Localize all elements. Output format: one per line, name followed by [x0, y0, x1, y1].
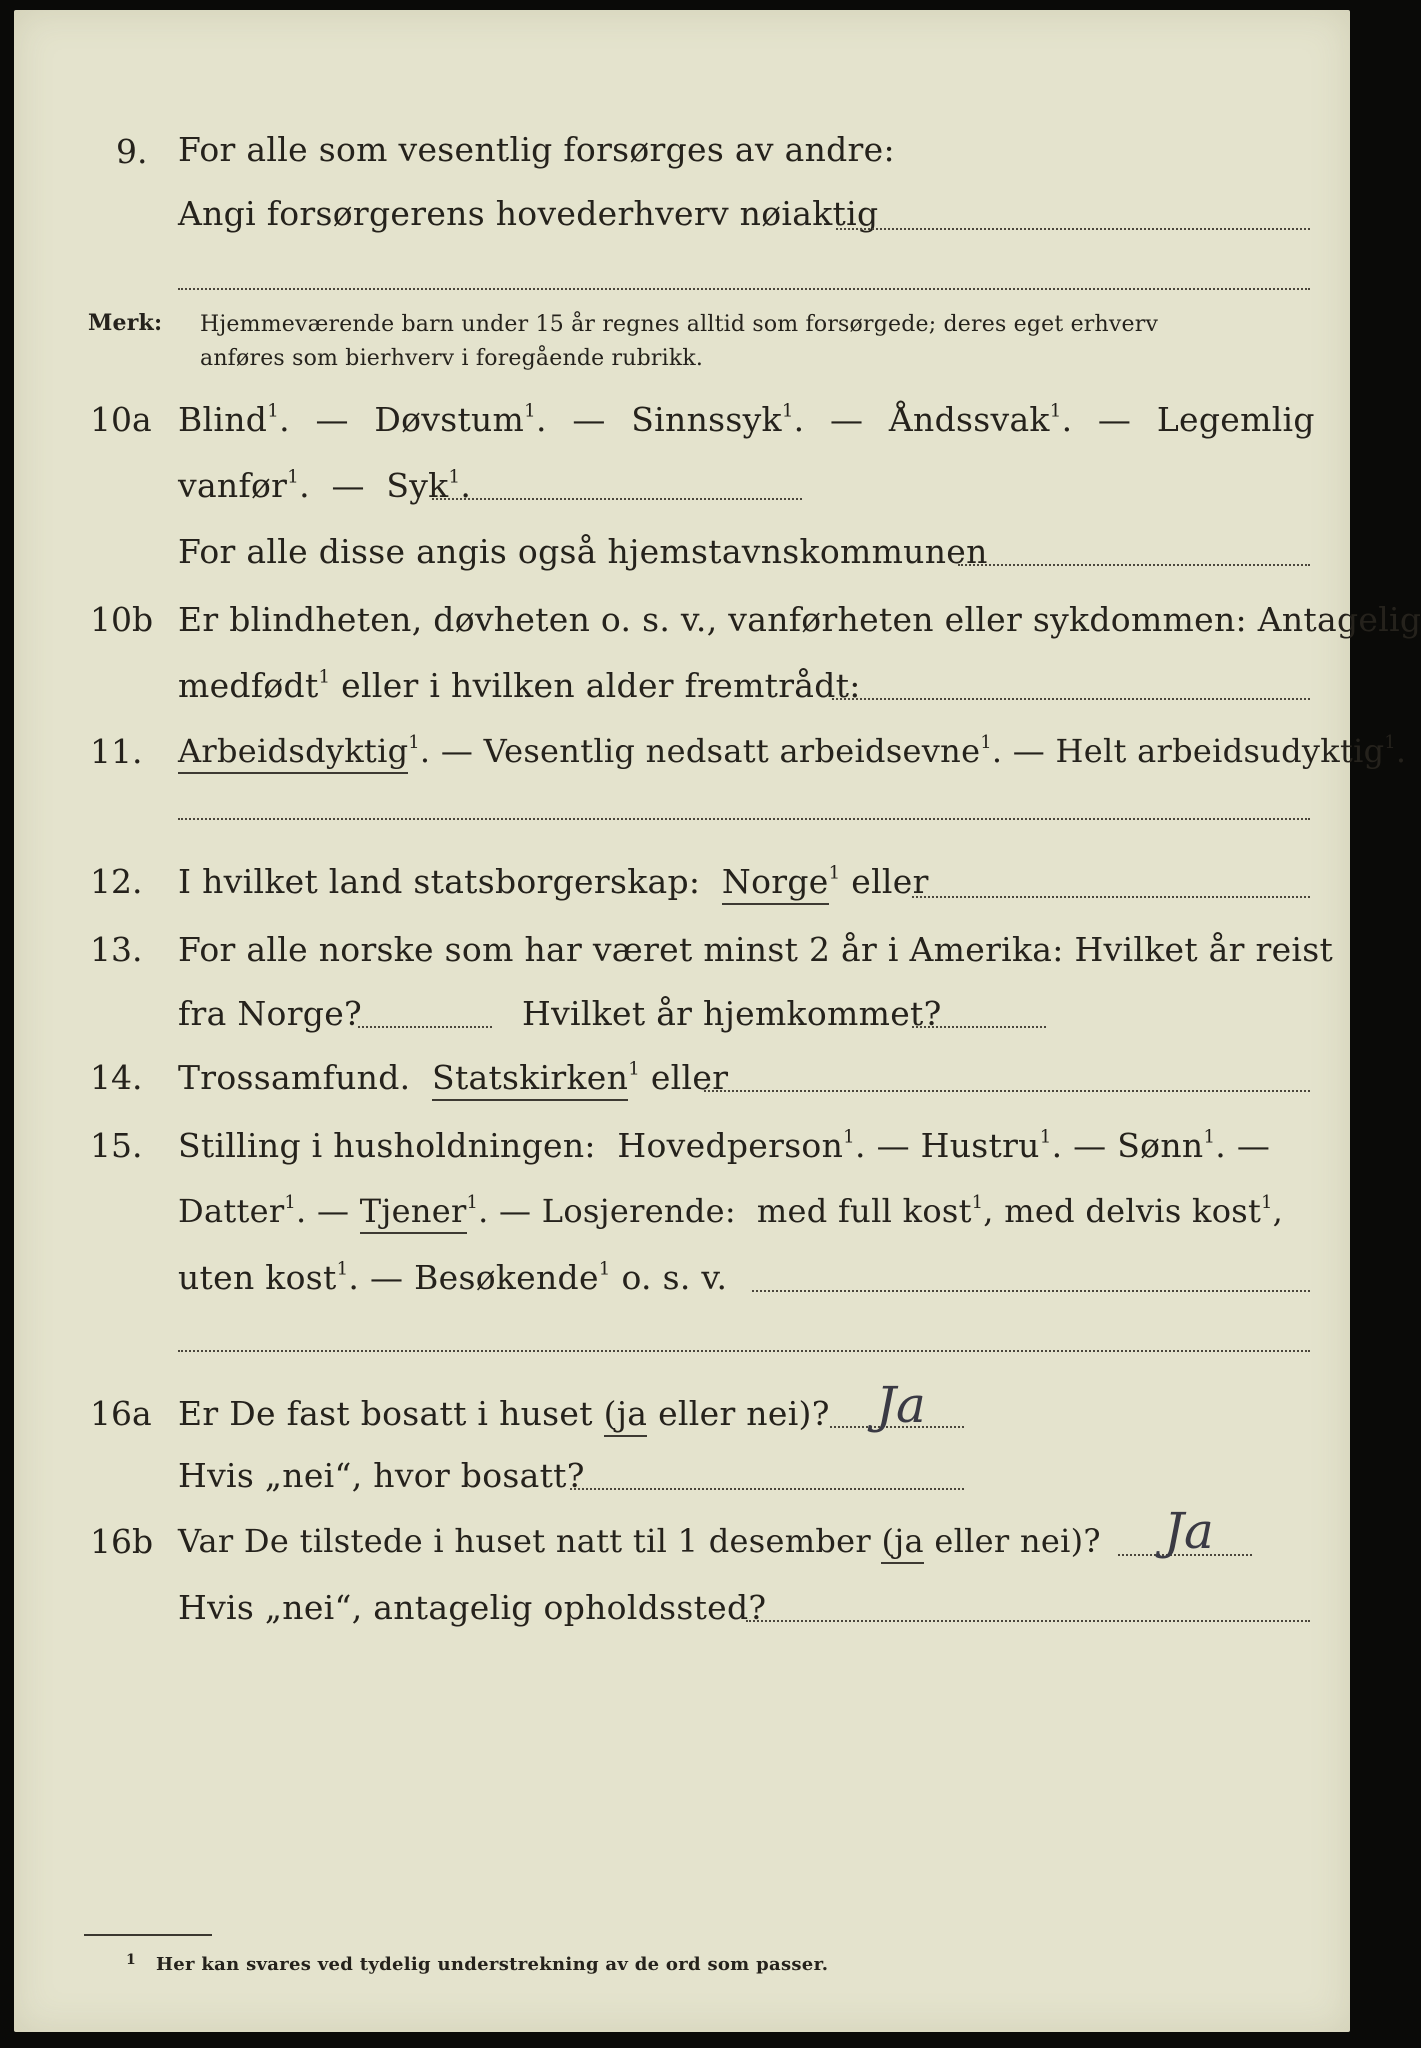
q12-number: 12. — [90, 862, 143, 901]
option-ja[interactable]: (ja — [881, 1522, 923, 1564]
q12-answer-line[interactable] — [912, 896, 1310, 898]
option-norge[interactable]: Norge — [722, 862, 829, 905]
q12-eller: eller — [851, 862, 929, 901]
merk-line2: anføres som bierhverv i foregående rubrikk. — [200, 346, 704, 371]
q13-line2a: fra Norge? — [178, 994, 363, 1033]
q15-number: 15. — [90, 1126, 143, 1165]
q9-answer-line[interactable] — [836, 228, 1310, 230]
option-statskirken[interactable]: Statskirken — [432, 1058, 628, 1101]
option-datter[interactable]: Datter — [178, 1192, 285, 1230]
option-delvis-kost[interactable]: med delvis kost — [1004, 1192, 1262, 1230]
option-legemlig[interactable]: Legemlig — [1156, 400, 1315, 439]
q16b-number: 16b — [90, 1522, 154, 1561]
q15-line3: uten kost$^1$. — Besøkende$^1$ o. s. v. — [178, 1258, 728, 1297]
option-medfodt[interactable]: medfødt — [178, 666, 319, 705]
q16b-opholdssted-line[interactable] — [746, 1620, 1310, 1622]
sup-marker: 1 — [1203, 1126, 1216, 1148]
option-blind[interactable]: Blind — [178, 400, 268, 439]
q15-osv: o. s. v. — [621, 1258, 728, 1297]
q12-text: I hvilket land statsborgerskap: — [178, 862, 701, 901]
q13-number: 13. — [90, 930, 143, 969]
option-nedsatt[interactable]: Vesentlig nedsatt arbeidsevne — [483, 732, 981, 770]
q10a-number: 10a — [90, 400, 152, 439]
q14-line — [178, 1058, 728, 1097]
q15-losjerende: Losjerende: — [541, 1192, 736, 1230]
q16b-line1 — [178, 1522, 1101, 1560]
q9-line1: For alle som vesentlig forsørges av andre: — [178, 130, 895, 169]
q9-line2: Angi forsørgerens hovederhverv nøiaktig — [178, 194, 879, 233]
footnote-text: Her kan svares ved tydelig understrekning av de ord som passer. — [156, 1954, 829, 1975]
sup-marker: 1 — [980, 732, 992, 753]
q10b-answer-line[interactable] — [832, 698, 1310, 700]
q16b-lead: Var De tilstede i huset natt til 1 desember — [178, 1522, 871, 1560]
q16b-paren-rest: eller nei)? — [934, 1522, 1101, 1560]
sup-marker: 1 — [318, 666, 331, 688]
option-tjener[interactable]: Tjener — [360, 1192, 467, 1234]
sup-marker: 1 — [828, 862, 841, 884]
sup-marker: 1 — [1049, 400, 1062, 422]
option-vanfor[interactable]: vanfør — [178, 466, 288, 505]
option-andssvak[interactable]: Åndssvak — [888, 400, 1050, 439]
q16b-line2: Hvis „nei“, antagelig opholdssted? — [178, 1588, 767, 1627]
sup-marker: 1 — [598, 1258, 611, 1280]
q16b-handwritten-answer[interactable]: Ja — [1164, 1502, 1214, 1560]
q10b-line1: Er blindheten, døvheten o. s. v., vanførheten eller sykdommen: Antagelig — [178, 600, 1421, 639]
merk-label: Merk: — [88, 310, 163, 336]
sup-marker: 1 — [843, 1126, 855, 1148]
q16a-number: 16a — [90, 1394, 152, 1433]
q9-number: 9. — [116, 132, 148, 171]
q11-number: 11. — [90, 732, 143, 771]
q10b-number: 10b — [90, 600, 154, 639]
sup-marker: 1 — [524, 400, 536, 422]
option-hustru[interactable]: Hustru — [920, 1126, 1040, 1165]
q16a-lead: Er De fast bosatt i huset — [178, 1394, 593, 1433]
sup-marker: 1 — [287, 466, 300, 488]
q16a-handwritten-answer[interactable]: Ja — [876, 1376, 926, 1434]
footnote-rule — [84, 1934, 212, 1936]
option-syk[interactable]: Syk — [386, 466, 449, 505]
q13-hjemkommet-line[interactable] — [912, 1026, 1046, 1028]
option-full-kost[interactable]: med full kost — [756, 1192, 972, 1230]
sup-marker: 1 — [1384, 732, 1396, 753]
sup-marker: 1 — [466, 1192, 479, 1213]
q12-line — [178, 862, 929, 901]
sup-marker: 1 — [408, 732, 420, 753]
q10b-line2 — [178, 666, 861, 705]
option-arbeidsdyktig[interactable]: Arbeidsdyktig — [178, 732, 408, 774]
q15-line1: Stilling i husholdningen: Hovedperson$^1$. — Hustru$^1$. — Sønn$^1$. — — [178, 1126, 1271, 1165]
q16a-line1 — [178, 1394, 830, 1433]
q13-line2b: Hvilket år hjemkommet? — [522, 994, 942, 1033]
sup-marker: 1 — [971, 1192, 984, 1213]
q15-line2: Datter$^1$. — Tjener$^1$. — Losjerende: med full kost$^1$, med delvis kost$^1$, — [178, 1192, 1283, 1230]
option-dovstum[interactable]: Døvstum — [374, 400, 525, 439]
option-sonn[interactable]: Sønn — [1117, 1126, 1204, 1165]
q14-number: 14. — [90, 1058, 143, 1097]
q15-answer-line[interactable] — [752, 1290, 1310, 1292]
q10a-hjemstavn-line[interactable] — [958, 564, 1310, 566]
footnote-marker: 1 — [126, 1952, 137, 1968]
sup-marker: 1 — [628, 1058, 641, 1080]
q9-answer-line-2[interactable] — [178, 288, 1310, 290]
option-udyktig[interactable]: Helt arbeidsudyktig — [1055, 732, 1385, 770]
q10a-answer-line[interactable] — [432, 498, 802, 500]
sup-marker: 1 — [336, 1258, 349, 1280]
q10a-line3: For alle disse angis også hjemstavnskommunen — [178, 532, 988, 571]
sup-marker: 1 — [284, 1192, 296, 1213]
q11-line1: Arbeidsdyktig$^1$. — Vesentlig nedsatt arbeidsevne$^1$. — Helt arbeidsudyktig$^1$. — [178, 732, 1406, 770]
q16a-paren-rest: eller nei)? — [658, 1394, 830, 1433]
q11-answer-line[interactable] — [178, 818, 1310, 820]
option-uten-kost[interactable]: uten kost — [178, 1258, 337, 1297]
q15-answer-line-2[interactable] — [178, 1350, 1310, 1352]
q13-line1: For alle norske som har været minst 2 år i Amerika: Hvilket år reist — [178, 930, 1334, 969]
sup-marker: 1 — [781, 400, 794, 422]
sup-marker: 1 — [267, 400, 280, 422]
q10b-line2-rest: eller i hvilken alder fremtrådt: — [341, 666, 861, 705]
q14-eller: eller — [650, 1058, 729, 1097]
census-form-page — [14, 10, 1421, 2032]
sup-marker: 1 — [1261, 1192, 1273, 1213]
q10a-line1: Blind$^1$. — Døvstum$^1$. — Sinnssyk$^1$. — Åndssvak$^1$. — Legemlig — [178, 400, 1315, 439]
sup-marker: 1 — [448, 466, 461, 488]
sup-marker: 1 — [1039, 1126, 1052, 1148]
q14-text: Trossamfund. — [178, 1058, 411, 1097]
option-hovedperson[interactable]: Hovedperson — [617, 1126, 844, 1165]
q15-lead: Stilling i husholdningen: — [178, 1126, 596, 1165]
option-ja[interactable]: (ja — [604, 1394, 648, 1437]
option-sinnssyk[interactable]: Sinnssyk — [631, 400, 782, 439]
q14-answer-line[interactable] — [704, 1090, 1310, 1092]
q16a-line2: Hvis „nei“, hvor bosatt? — [178, 1456, 585, 1495]
q13-reist-line[interactable] — [358, 1026, 492, 1028]
option-besokende[interactable]: Besøkende — [414, 1258, 599, 1297]
q10a-line2: vanfør$^1$. — Syk$^1$. — [178, 466, 472, 505]
q16a-bosatt-line[interactable] — [570, 1488, 964, 1490]
merk-line1: Hjemmeværende barn under 15 år regnes alltid som forsørgede; deres eget erhverv — [200, 312, 1159, 337]
